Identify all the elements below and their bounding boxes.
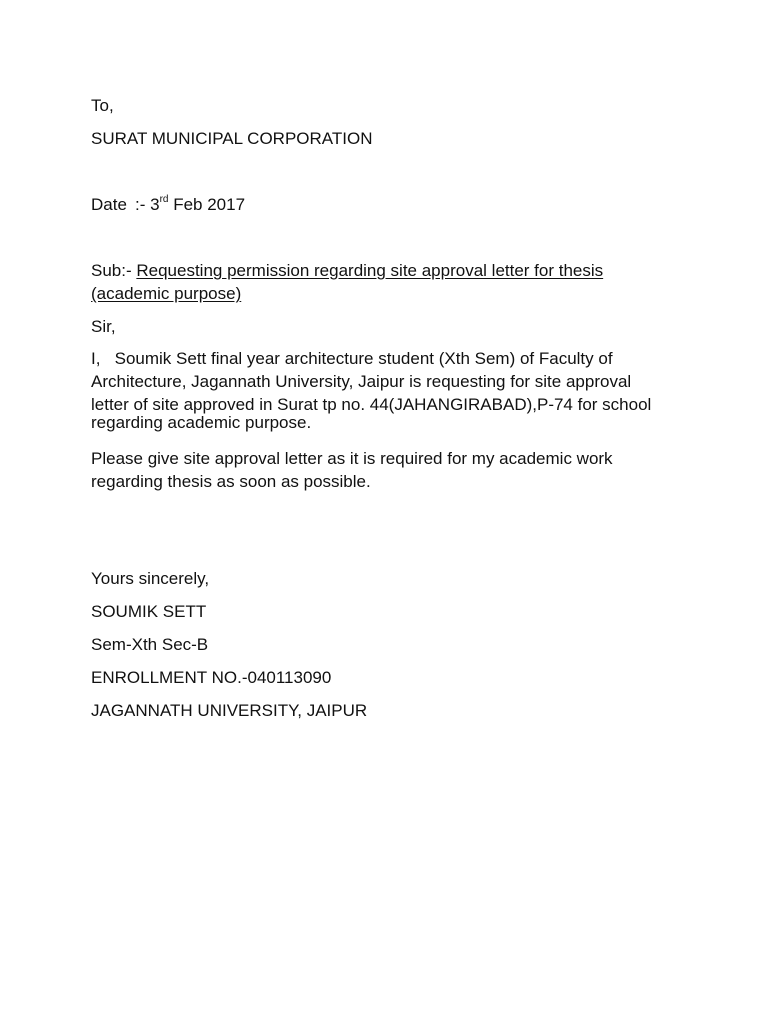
subject-text-1: Requesting permission regarding site approval letter for thesis — [136, 261, 604, 280]
closing: Yours sincerely, — [91, 569, 210, 588]
body-p2-line-2: regarding thesis as soon as possible. — [91, 472, 371, 491]
subject-line-2 — [91, 282, 241, 305]
date-separator: :- 3 — [135, 195, 160, 214]
body-p1-line-2: Architecture, Jagannath University, Jaipur is requesting for site approval — [91, 372, 632, 391]
salutation: Sir, — [91, 317, 116, 336]
addressee-to: To, — [91, 96, 114, 115]
recipient-name: SURAT MUNICIPAL CORPORATION — [91, 129, 373, 148]
signature-enrollment: ENROLLMENT NO.-040113090 — [91, 668, 332, 687]
letter-date — [91, 193, 245, 216]
date-day-suffix: rd — [159, 194, 169, 206]
body-p1-line-1: I, Soumik Sett final year architecture student (Xth Sem) of Faculty of — [91, 349, 613, 368]
signature-name: SOUMIK SETT — [91, 602, 207, 621]
signature-institution: JAGANNATH UNIVERSITY, JAIPUR — [91, 701, 368, 720]
body-p1-line-4: regarding academic purpose. — [91, 413, 312, 432]
date-rest: Feb 2017 — [168, 195, 246, 214]
signature-semester: Sem-Xth Sec-B — [91, 635, 209, 654]
body-p2-line-1: Please give site approval letter as it is required for my academic work — [91, 449, 613, 468]
body-p1-line-3: letter of site approved in Surat tp no. 44(JAHANGIRABAD),P-74 for school — [91, 395, 652, 414]
subject-text-2: (academic purpose) — [91, 284, 242, 303]
subject-line-1 — [91, 259, 603, 282]
subject-prefix: Sub:- — [91, 261, 137, 280]
date-label: Date — [91, 195, 127, 214]
